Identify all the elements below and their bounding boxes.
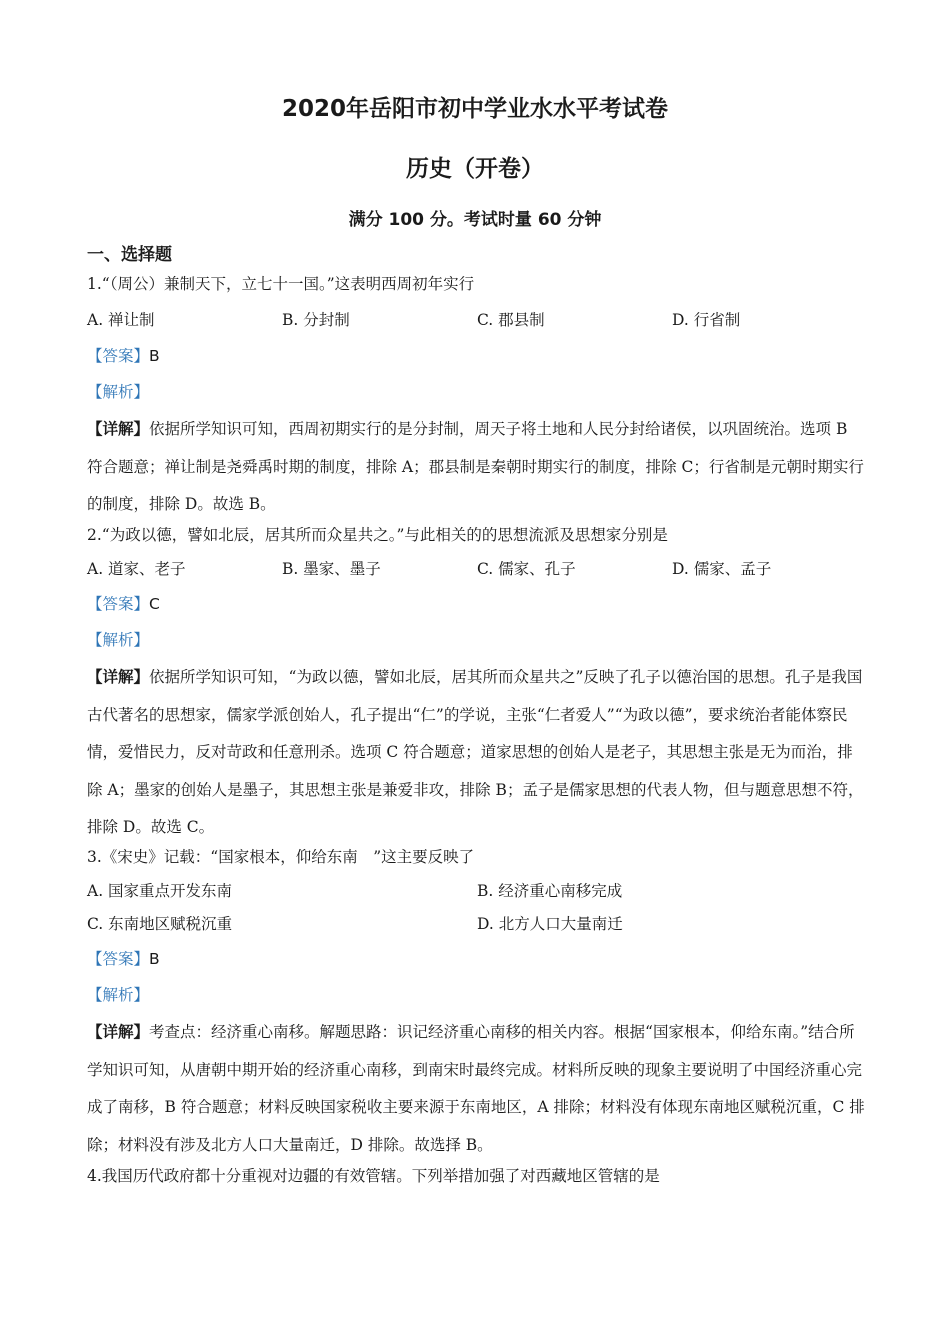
detail-text: 考查点：经济重心南移。解题思路：识记经济重心南移的相关内容。根据“国家根本，仰给东南。”结合所学知识可知，从唐朝中期开始的经济重心南移，到南宋时最终完成。材料所反映的现象主要说明了中国经济重心完成了南移，B 符合题意；材料反映国家税收主要来源于东南地区，A 排除；材料没有体现东南地区赋税沉重，C 排除；材料没有涉及北方人口大量南迁，D 排除。故选择 B。 [87, 1023, 865, 1154]
option-a: A. 道家、老子 [87, 560, 186, 578]
question-4 [87, 1158, 867, 1194]
question-2 [87, 517, 867, 847]
analysis-label: 【解析】 [87, 631, 150, 649]
answer-label: 【答案】 [87, 595, 150, 613]
option-a: A. 禅让制 [87, 311, 155, 329]
answer-line [87, 338, 867, 374]
option-b: B. 分封制 [282, 311, 350, 329]
answer-line [87, 941, 867, 977]
option-d: D. 北方人口大量南迁 [477, 915, 623, 933]
answer-value: C [149, 595, 160, 613]
question-options [87, 875, 867, 941]
question-3 [87, 839, 867, 1164]
option-c: C. 儒家、孔子 [477, 560, 576, 578]
exam-subject: 历史（开卷） [406, 156, 544, 182]
exam-title: 2020年岳阳市初中学业水水平考试卷 [281, 96, 668, 122]
question-stem: 1.“（周公）兼制天下，立七十一国。”这表明西周初年实行 [87, 275, 475, 293]
question-stem: 2.“为政以德，譬如北辰，居其所而众星共之。”与此相关的的思想流派及思想家分别是 [87, 526, 668, 544]
detail-paragraph [87, 658, 867, 847]
section-heading: 一、选择题 [87, 245, 172, 265]
answer-value: B [149, 347, 160, 365]
detail-text: 依据所学知识可知，西周初期实行的是分封制，周天子将土地和人民分封给诸侯，以巩固统治。选项 B 符合题意；禅让制是尧舜禹时期的制度，排除 A；郡县制是秦朝时期实行的制度，排除 C；行省制是元朝时期实行的制度，排除 D。故选 B。 [87, 420, 864, 513]
answer-value: B [149, 950, 160, 968]
exam-score-info: 满分 100 分。考试时量 60 分钟 [348, 210, 602, 230]
answer-line [87, 586, 867, 622]
option-a: A. 国家重点开发东南 [87, 882, 233, 900]
detail-paragraph [87, 1013, 867, 1164]
question-stem: 4.我国历代政府都十分重视对边疆的有效管辖。下列举措加强了对西藏地区管辖的是 [87, 1167, 660, 1185]
detail-label: 【详解】 [87, 419, 150, 438]
question-1 [87, 266, 867, 524]
option-d: D. 行省制 [672, 311, 741, 329]
answer-label: 【答案】 [87, 347, 150, 365]
option-d: D. 儒家、孟子 [672, 560, 772, 578]
analysis-label: 【解析】 [87, 986, 150, 1004]
option-b: B. 墨家、墨子 [282, 560, 381, 578]
analysis-label: 【解析】 [87, 383, 150, 401]
answer-label: 【答案】 [87, 950, 150, 968]
question-stem: 3.《宋史》记载：“国家根本，仰给东南 ”这主要反映了 [87, 848, 475, 866]
option-c: C. 东南地区赋税沉重 [87, 915, 233, 933]
detail-label: 【详解】 [87, 1022, 150, 1041]
detail-label: 【详解】 [87, 667, 150, 686]
detail-paragraph [87, 410, 867, 524]
option-b: B. 经济重心南移完成 [477, 882, 623, 900]
option-c: C. 郡县制 [477, 311, 545, 329]
detail-text: 依据所学知识可知，“为政以德，譬如北辰，居其所而众星共之”反映了孔子以德治国的思想。孔子是我国古代著名的思想家，儒家学派创始人，孔子提出“仁”的学说，主张“仁者爱人”“为政以德”，要求统治者能体察民情，爱惜民力，反对苛政和任意刑杀。选项 C 符合题意；道家思想的创始人是老子，其思想主张是无为而治，排除 A；墨家的创始人是墨子，其思想主张是兼爱非攻，排除 B；孟子是儒家思想的代表人物，但与题意思想不符，排除 D。故选 C。 [87, 668, 864, 836]
question-options [87, 553, 867, 586]
question-options [87, 302, 867, 338]
